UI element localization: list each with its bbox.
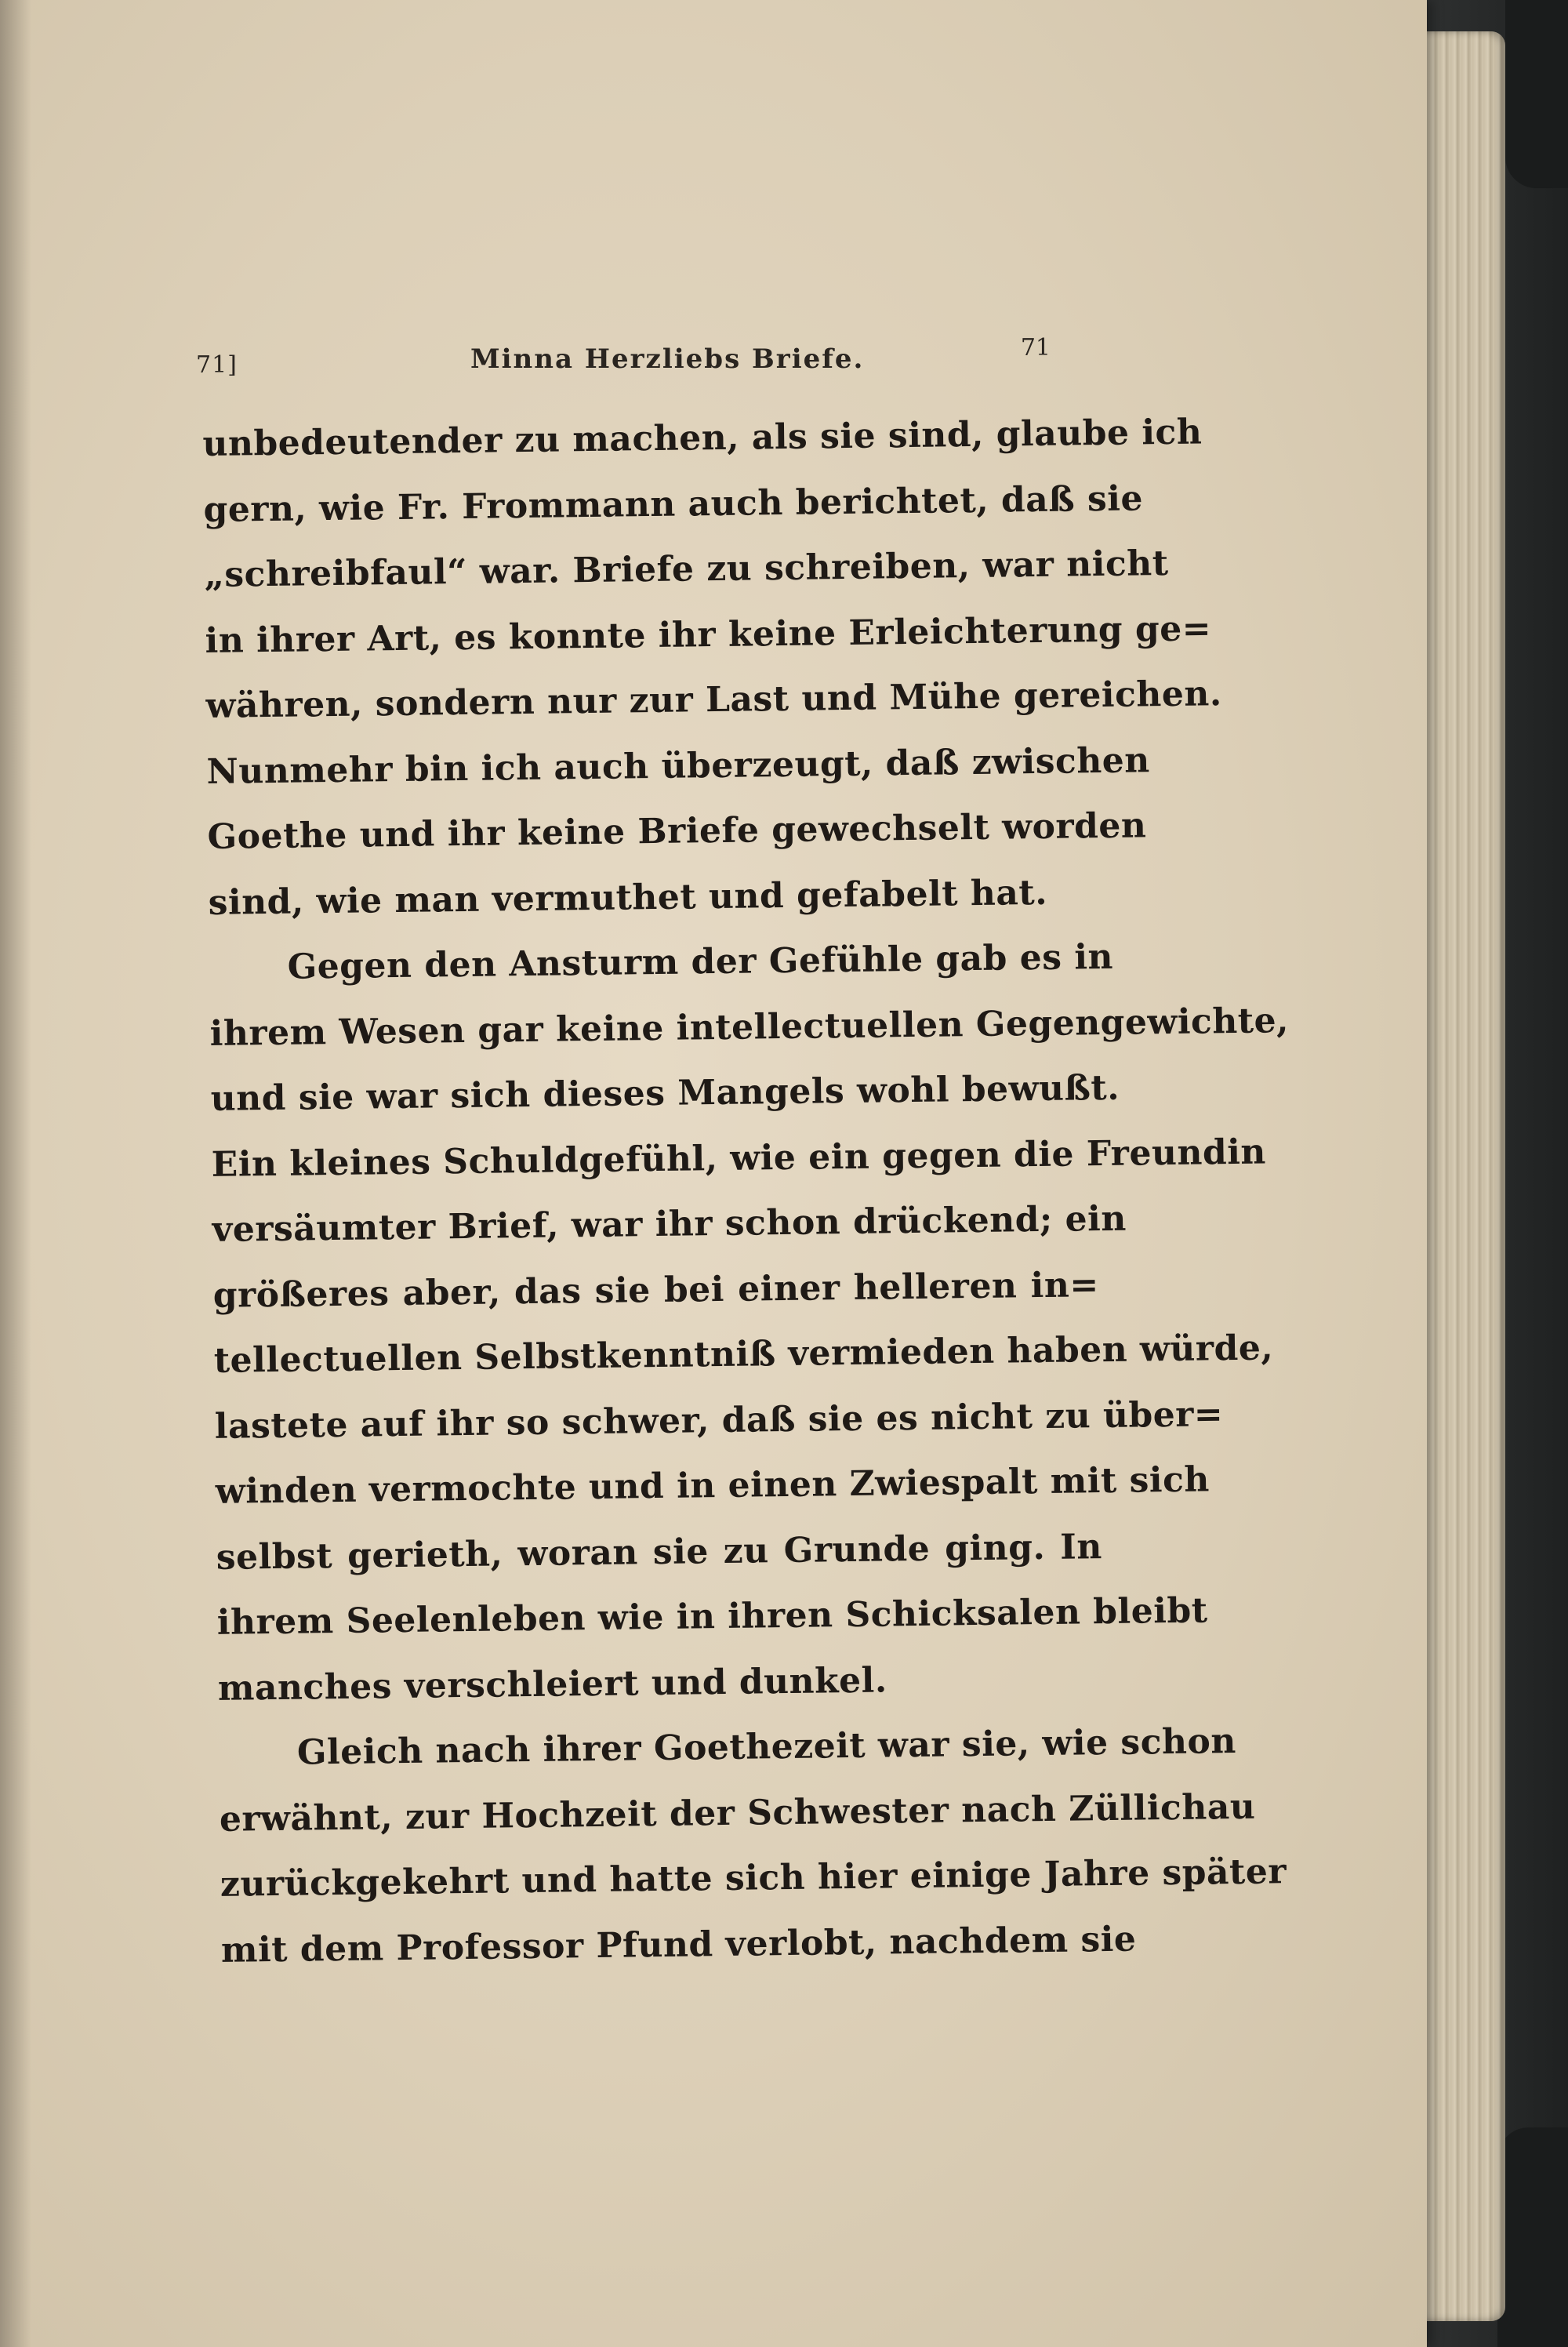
- text-line: Nunmehr bin ich auch überzeugt, daß zwischen: [206, 739, 1151, 792]
- text-line: lastete auf ihr so schwer, daß sie es nicht zu über=: [214, 1393, 1224, 1447]
- text-line: Gleich nach ihrer Goethezeit war sie, wie schon: [296, 1721, 1237, 1773]
- running-head: [196, 334, 1051, 391]
- text-line: erwähnt, zur Hochzeit der Schwester nach Züllichau: [219, 1786, 1256, 1840]
- text-line: mit dem Professor Pfund verlobt, nachdem sie: [220, 1919, 1137, 1971]
- text-line: in ihrer Art, es konnte ihr keine Erleichterung ge=: [205, 608, 1212, 661]
- text-line: versäumter Brief, war ihr schon drückend; ein: [212, 1198, 1127, 1250]
- text-line: tellectuellen Selbstkenntniß vermieden haben würde,: [213, 1328, 1274, 1381]
- cover-corner-bottom: [1497, 2127, 1568, 2347]
- text-line: gern, wie Fr. Frommann auch berichtet, daß sie: [203, 478, 1144, 530]
- page-number: 71: [1020, 334, 1051, 361]
- text-line: manches verschleiert und dunkel.: [217, 1659, 887, 1709]
- text-line: ihrem Seelenleben wie in ihren Schicksalen bleibt: [216, 1590, 1208, 1643]
- text-line: sind, wie man vermuthet und gefabelt hat.: [208, 872, 1048, 923]
- text-line: selbst gerieth, woran sie zu Grunde ging. In: [216, 1526, 1103, 1578]
- text-line: Gegen den Ansturm der Gefühle gab es in: [287, 936, 1114, 987]
- text-line: zurückgekehrt und hatte sich hier einige Jahre später: [220, 1851, 1287, 1905]
- body-text: [202, 401, 1290, 1983]
- text-line: und sie war sich dieses Mangels wohl bewußt.: [210, 1067, 1120, 1119]
- text-line: ihrem Wesen gar keine intellectuellen Gegengewichte,: [209, 1000, 1290, 1054]
- text-line: „schreibfaul“ war. Briefe zu schreiben, war nicht: [204, 543, 1169, 595]
- text-line: winden vermochte und in einen Zwiespalt mit sich: [215, 1459, 1210, 1512]
- cover-corner-top: [1505, 0, 1568, 188]
- page-reference: 71]: [196, 351, 238, 379]
- text-line: währen, sondern nur zur Last und Mühe gereichen.: [205, 674, 1222, 726]
- text-line: unbedeutender zu machen, als sie sind, glaube ich: [202, 412, 1203, 464]
- text-line: Ein kleines Schuldgefühl, wie ein gegen die Freundin: [211, 1131, 1267, 1185]
- text-line: Goethe und ihr keine Briefe gewechselt worden: [207, 805, 1147, 857]
- text-line: größeres aber, das sie bei einer helleren in=: [212, 1264, 1099, 1316]
- running-title: Minna Herzliebs Briefe.: [470, 343, 865, 375]
